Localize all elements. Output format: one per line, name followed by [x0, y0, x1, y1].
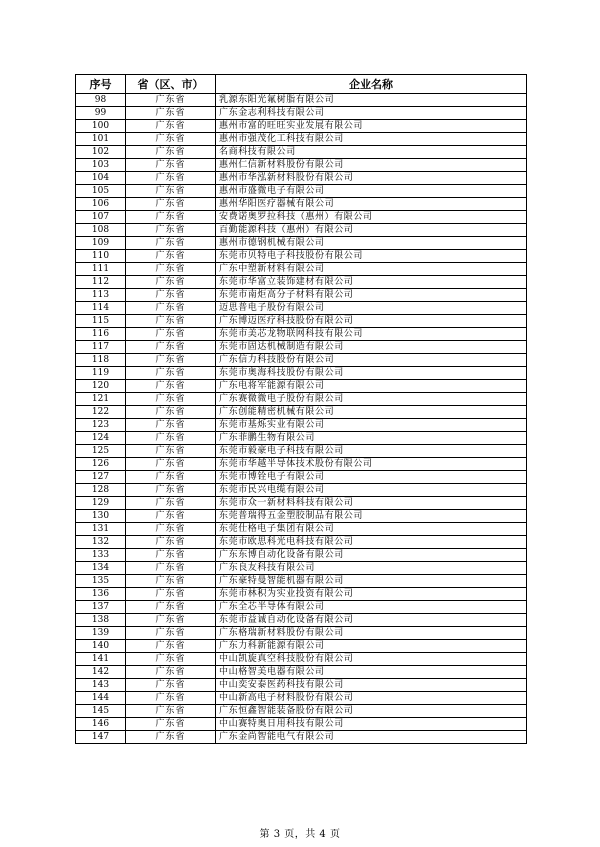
row-number: 112	[76, 276, 126, 289]
row-number: 133	[76, 549, 126, 562]
row-number: 135	[76, 575, 126, 588]
row-province: 广东省	[126, 146, 216, 159]
row-province: 广东省	[126, 510, 216, 523]
header-number: 序号	[76, 75, 126, 94]
row-province: 广东省	[126, 133, 216, 146]
row-number: 137	[76, 601, 126, 614]
table-header-row	[76, 75, 527, 94]
row-company-name: 广东中塑新材料有限公司	[216, 263, 527, 276]
row-province: 广东省	[126, 471, 216, 484]
table-row	[76, 250, 527, 263]
row-province: 广东省	[126, 263, 216, 276]
row-company-name: 惠州市华泓新材料股份有限公司	[216, 172, 527, 185]
row-company-name: 东莞市众一新材料科技有限公司	[216, 497, 527, 510]
row-number: 108	[76, 224, 126, 237]
row-company-name: 迈思普电子股份有限公司	[216, 302, 527, 315]
table-row	[76, 536, 527, 549]
row-province: 广东省	[126, 367, 216, 380]
row-company-name: 东莞市南炬高分子材料有限公司	[216, 289, 527, 302]
row-number: 140	[76, 640, 126, 653]
table-row	[76, 562, 527, 575]
row-province: 广东省	[126, 302, 216, 315]
table-row	[76, 302, 527, 315]
row-company-name: 东莞市华富立装饰建材有限公司	[216, 276, 527, 289]
table-row	[76, 263, 527, 276]
row-number: 100	[76, 120, 126, 133]
table-row	[76, 367, 527, 380]
row-company-name: 百勤能源科技（惠州）有限公司	[216, 224, 527, 237]
row-province: 广东省	[126, 341, 216, 354]
row-number: 103	[76, 159, 126, 172]
row-company-name: 广东赛微微电子股份有限公司	[216, 393, 527, 406]
table-row	[76, 276, 527, 289]
row-company-name: 中山格智美电器有限公司	[216, 666, 527, 679]
row-company-name: 惠州市富的旺旺实业发展有限公司	[216, 120, 527, 133]
table-row	[76, 94, 527, 107]
company-table	[75, 74, 527, 744]
row-number: 128	[76, 484, 126, 497]
row-number: 130	[76, 510, 126, 523]
row-number: 102	[76, 146, 126, 159]
row-company-name: 广东菲鹏生物有限公司	[216, 432, 527, 445]
table-row	[76, 718, 527, 731]
row-number: 136	[76, 588, 126, 601]
row-company-name: 惠州市盛微电子有限公司	[216, 185, 527, 198]
table-row	[76, 380, 527, 393]
table-row	[76, 588, 527, 601]
row-number: 143	[76, 679, 126, 692]
row-company-name: 广东力科新能源有限公司	[216, 640, 527, 653]
row-number: 145	[76, 705, 126, 718]
row-company-name: 东莞市基烁实业有限公司	[216, 419, 527, 432]
row-province: 广东省	[126, 276, 216, 289]
table-row	[76, 354, 527, 367]
row-province: 广东省	[126, 419, 216, 432]
row-number: 101	[76, 133, 126, 146]
row-company-name: 东莞市益诚自动化设备有限公司	[216, 614, 527, 627]
table-row	[76, 159, 527, 172]
row-province: 广东省	[126, 601, 216, 614]
row-province: 广东省	[126, 562, 216, 575]
row-province: 广东省	[126, 445, 216, 458]
row-province: 广东省	[126, 224, 216, 237]
table-row	[76, 692, 527, 705]
table-row	[76, 497, 527, 510]
row-company-name: 广东创能精密机械有限公司	[216, 406, 527, 419]
table-row	[76, 653, 527, 666]
row-province: 广东省	[126, 458, 216, 471]
row-province: 广东省	[126, 354, 216, 367]
row-province: 广东省	[126, 575, 216, 588]
row-company-name: 东莞市林积为实业投资有限公司	[216, 588, 527, 601]
row-company-name: 广东恒鑫智能装备股份有限公司	[216, 705, 527, 718]
row-company-name: 名商科技有限公司	[216, 146, 527, 159]
table-row	[76, 549, 527, 562]
row-number: 99	[76, 107, 126, 120]
row-company-name: 安费诺奥罗拉科技（惠州）有限公司	[216, 211, 527, 224]
row-company-name: 广东金尚智能电气有限公司	[216, 731, 527, 744]
row-province: 广东省	[126, 289, 216, 302]
table-row	[76, 445, 527, 458]
table-row	[76, 510, 527, 523]
row-number: 122	[76, 406, 126, 419]
row-number: 124	[76, 432, 126, 445]
row-number: 114	[76, 302, 126, 315]
row-number: 126	[76, 458, 126, 471]
row-company-name: 中山新高电子材料股份有限公司	[216, 692, 527, 705]
row-company-name: 广东格瑞新材料股份有限公司	[216, 627, 527, 640]
row-province: 广东省	[126, 692, 216, 705]
table-row	[76, 237, 527, 250]
table-row	[76, 627, 527, 640]
table-row	[76, 198, 527, 211]
row-province: 广东省	[126, 393, 216, 406]
row-province: 广东省	[126, 250, 216, 263]
row-company-name: 惠州华阳医疗器械有限公司	[216, 198, 527, 211]
table-row	[76, 614, 527, 627]
row-province: 广东省	[126, 237, 216, 250]
table-row	[76, 484, 527, 497]
row-number: 107	[76, 211, 126, 224]
table-row	[76, 406, 527, 419]
row-company-name: 东莞市贝特电子科技股份有限公司	[216, 250, 527, 263]
row-province: 广东省	[126, 523, 216, 536]
row-number: 118	[76, 354, 126, 367]
table-row	[76, 328, 527, 341]
row-province: 广东省	[126, 315, 216, 328]
row-province: 广东省	[126, 614, 216, 627]
row-province: 广东省	[126, 718, 216, 731]
row-province: 广东省	[126, 666, 216, 679]
row-number: 119	[76, 367, 126, 380]
row-province: 广东省	[126, 172, 216, 185]
row-province: 广东省	[126, 588, 216, 601]
row-company-name: 惠州市德钢机械有限公司	[216, 237, 527, 250]
row-province: 广东省	[126, 549, 216, 562]
table-row	[76, 640, 527, 653]
row-number: 125	[76, 445, 126, 458]
row-number: 120	[76, 380, 126, 393]
table-row	[76, 575, 527, 588]
row-province: 广东省	[126, 705, 216, 718]
row-company-name: 惠州市强茂化工科技有限公司	[216, 133, 527, 146]
table-row	[76, 705, 527, 718]
row-company-name: 广东博迈医疗科技股份有限公司	[216, 315, 527, 328]
row-number: 141	[76, 653, 126, 666]
table-row	[76, 133, 527, 146]
table-row	[76, 731, 527, 744]
row-company-name: 东莞市博铨电子有限公司	[216, 471, 527, 484]
row-number: 121	[76, 393, 126, 406]
table-row	[76, 185, 527, 198]
row-company-name: 东莞市欧思科光电科技有限公司	[216, 536, 527, 549]
row-company-name: 广东电将军能源有限公司	[216, 380, 527, 393]
row-company-name: 广东信力科技股份有限公司	[216, 354, 527, 367]
table-row	[76, 211, 527, 224]
table-row	[76, 458, 527, 471]
table-row	[76, 289, 527, 302]
row-province: 广东省	[126, 198, 216, 211]
row-number: 142	[76, 666, 126, 679]
table-row	[76, 679, 527, 692]
row-number: 131	[76, 523, 126, 536]
table-row	[76, 120, 527, 133]
row-province: 广东省	[126, 120, 216, 133]
row-number: 115	[76, 315, 126, 328]
row-province: 广东省	[126, 627, 216, 640]
row-number: 138	[76, 614, 126, 627]
table-row	[76, 341, 527, 354]
row-number: 134	[76, 562, 126, 575]
row-number: 111	[76, 263, 126, 276]
row-province: 广东省	[126, 94, 216, 107]
row-province: 广东省	[126, 653, 216, 666]
row-province: 广东省	[126, 211, 216, 224]
row-number: 109	[76, 237, 126, 250]
row-province: 广东省	[126, 484, 216, 497]
page-footer: 第 3 页，共 4 页	[259, 829, 341, 840]
row-number: 146	[76, 718, 126, 731]
row-company-name: 中山赛特奥日用科技有限公司	[216, 718, 527, 731]
row-province: 广东省	[126, 497, 216, 510]
table-row	[76, 419, 527, 432]
row-number: 98	[76, 94, 126, 107]
row-number: 106	[76, 198, 126, 211]
row-company-name: 东莞普瑞得五金塑胶制品有限公司	[216, 510, 527, 523]
header-province: 省（区、市）	[126, 75, 216, 94]
row-company-name: 广东豪特曼智能机器有限公司	[216, 575, 527, 588]
row-company-name: 中山凯旋真空科技股份有限公司	[216, 653, 527, 666]
table-row	[76, 601, 527, 614]
row-company-name: 广东良友科技有限公司	[216, 562, 527, 575]
header-company-name: 企业名称	[216, 75, 527, 94]
row-province: 广东省	[126, 406, 216, 419]
table-row	[76, 432, 527, 445]
row-province: 广东省	[126, 432, 216, 445]
row-number: 129	[76, 497, 126, 510]
row-company-name: 东莞市美芯龙物联网科技有限公司	[216, 328, 527, 341]
table-row	[76, 666, 527, 679]
table-row	[76, 172, 527, 185]
row-number: 113	[76, 289, 126, 302]
table-row	[76, 146, 527, 159]
table-row	[76, 471, 527, 484]
table-row	[76, 224, 527, 237]
table-row	[76, 107, 527, 120]
row-number: 139	[76, 627, 126, 640]
row-number: 132	[76, 536, 126, 549]
row-number: 123	[76, 419, 126, 432]
row-number: 116	[76, 328, 126, 341]
row-province: 广东省	[126, 731, 216, 744]
table-row	[76, 393, 527, 406]
row-province: 广东省	[126, 185, 216, 198]
row-number: 127	[76, 471, 126, 484]
row-company-name: 东莞市固达机械制造有限公司	[216, 341, 527, 354]
row-company-name: 广东全芯半导体有限公司	[216, 601, 527, 614]
row-company-name: 广东东博自动化设备有限公司	[216, 549, 527, 562]
row-province: 广东省	[126, 536, 216, 549]
row-number: 144	[76, 692, 126, 705]
row-province: 广东省	[126, 679, 216, 692]
row-company-name: 中山奕安泰医药科技有限公司	[216, 679, 527, 692]
row-company-name: 乳源东阳光氟树脂有限公司	[216, 94, 527, 107]
row-company-name: 惠州仁信新材料股份有限公司	[216, 159, 527, 172]
row-province: 广东省	[126, 107, 216, 120]
row-company-name: 东莞市奥海科技股份有限公司	[216, 367, 527, 380]
row-company-name: 东莞市华越半导体技术股份有限公司	[216, 458, 527, 471]
row-company-name: 东莞市民兴电缆有限公司	[216, 484, 527, 497]
row-number: 104	[76, 172, 126, 185]
row-province: 广东省	[126, 640, 216, 653]
row-number: 147	[76, 731, 126, 744]
row-number: 105	[76, 185, 126, 198]
row-company-name: 广东金志利科技有限公司	[216, 107, 527, 120]
table-row	[76, 523, 527, 536]
row-company-name: 东莞仕格电子集团有限公司	[216, 523, 527, 536]
table-body	[76, 94, 527, 744]
table-row	[76, 315, 527, 328]
row-company-name: 东莞市毅豪电子科技有限公司	[216, 445, 527, 458]
row-number: 110	[76, 250, 126, 263]
row-number: 117	[76, 341, 126, 354]
row-province: 广东省	[126, 380, 216, 393]
row-province: 广东省	[126, 159, 216, 172]
row-province: 广东省	[126, 328, 216, 341]
